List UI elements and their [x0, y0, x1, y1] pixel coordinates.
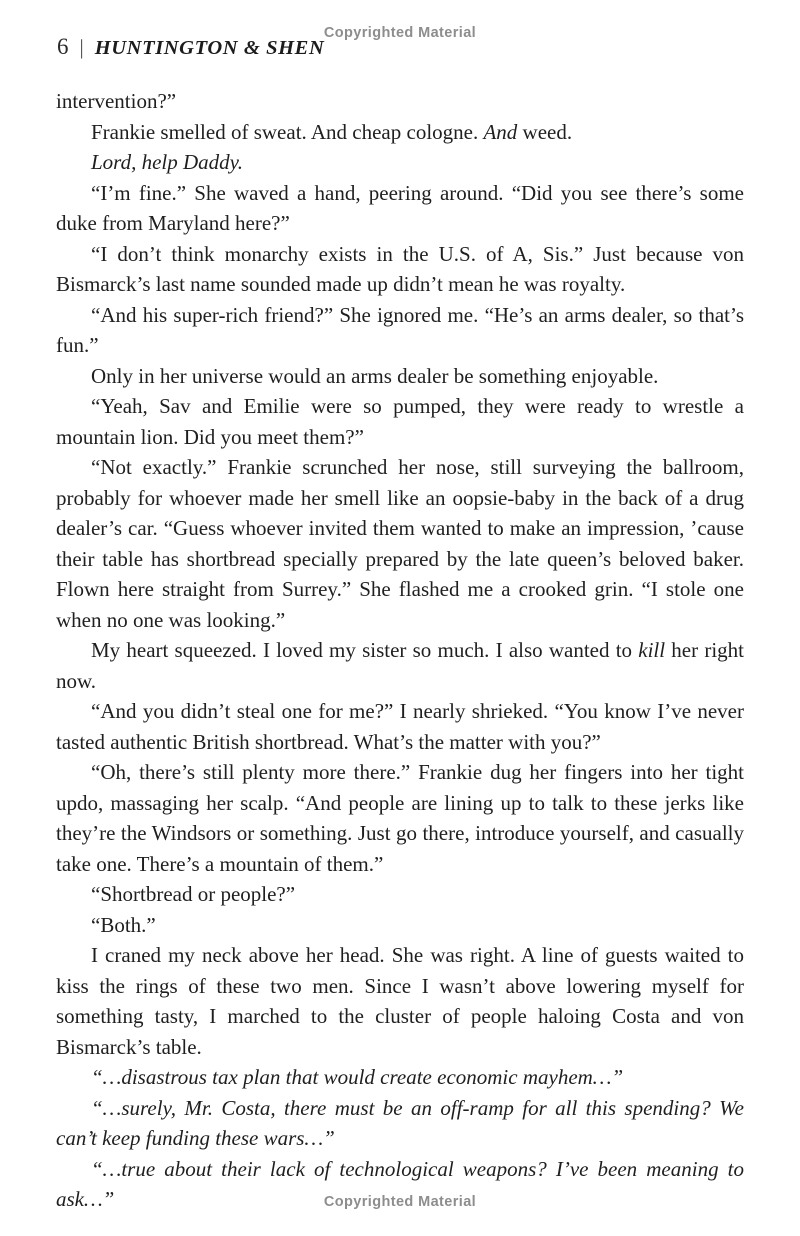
paragraph [56, 910, 744, 941]
text-run: “Not exactly.” Frankie scrunched her nose, still surveying the ballroom, probably for whoever made her smell like an oopsie-baby in the back of a drug dealer’s car. “Guess whoever invited them wanted to make an impression, ’cause their table has shortbread specially prepared by the late queen’s beloved baker. Flown here straight from Surrey.” She flashed me a crooked grin. “I stole one when no one was looking.” [56, 455, 744, 632]
text-run: “Oh, there’s still plenty more there.” Frankie dug her fingers into her tight updo, massaging her scalp. “And people are lining up to talk to these jerks like they’re the Windsors or something. Just go there, introduce yourself, and casually take one. There’s a mountain of them.” [56, 760, 744, 876]
page-number: 6 [57, 34, 69, 59]
text-run: “Yeah, Sav and Emilie were so pumped, they were ready to wrestle a mountain lion. Did you meet them?” [56, 394, 744, 449]
italic-text-run: “…disastrous tax plan that would create economic mayhem…” [91, 1065, 624, 1089]
paragraph [56, 940, 744, 1062]
paragraph [56, 300, 744, 361]
text-run: “I don’t think monarchy exists in the U.S. of A, Sis.” Just because von Bismarck’s last name sounded made up didn’t mean he was royalty. [56, 241, 744, 296]
paragraph [56, 1062, 744, 1093]
text-run: My heart squeezed. I loved my sister so much. I also wanted to [91, 638, 639, 662]
italic-text-run: And [483, 119, 518, 144]
text-run: “And you didn’t steal one for me?” I nearly shrieked. “You know I’ve never tasted authentic British shortbread. What’s the matter with you?” [56, 699, 744, 754]
copyright-notice-top: Copyrighted Material [323, 25, 477, 41]
paragraph [56, 361, 744, 392]
header-divider: | [79, 35, 84, 59]
italic-text-run: kill [638, 638, 666, 662]
paragraph [56, 452, 744, 635]
paragraph [56, 117, 744, 148]
paragraph [56, 239, 744, 300]
text-run: I craned my neck above her head. She was right. A line of guests waited to kiss the rings of these two men. Since I wasn’t above lowering myself for something tasty, I marched to the cluster of people haloing Costa and von Bismarck’s table. [56, 943, 744, 1059]
paragraph [56, 757, 744, 879]
paragraph [56, 86, 744, 117]
body-text [56, 86, 744, 1215]
text-run: “And his super-rich friend?” She ignored me. “He’s an arms dealer, so that’s fun.” [56, 302, 744, 357]
page-header [57, 34, 324, 60]
text-run: “I’m fine.” She waved a hand, peering around. “Did you see there’s some duke from Maryland here?” [56, 180, 744, 235]
paragraph [56, 635, 744, 696]
paragraph [56, 147, 744, 178]
running-head-title: HUNTINGTON & SHEN [94, 37, 325, 59]
text-run: weed. [517, 119, 573, 144]
text-run: her right now. [56, 638, 744, 693]
paragraph [56, 696, 744, 757]
text-run: “Both.” [91, 912, 156, 937]
paragraph [56, 1093, 744, 1154]
text-run: Only in her universe would an arms dealer be something enjoyable. [91, 363, 659, 388]
paragraph [56, 391, 744, 452]
italic-text-run: “…surely, Mr. Costa, there must be an off-ramp for all this spending? We can’t keep funding these wars…” [56, 1095, 744, 1150]
text-run: intervention?” [56, 89, 177, 113]
italic-text-run: Lord, help Daddy. [91, 150, 244, 174]
text-run: “Shortbread or people?” [91, 882, 296, 906]
text-run: Frankie smelled of sweat. And cheap cologne. [91, 119, 484, 144]
paragraph [56, 178, 744, 239]
italic-text-run: “…true about their lack of technological weapons? I’ve been meaning to ask…” [56, 1156, 744, 1211]
copyright-notice-bottom: Copyrighted Material [323, 1194, 477, 1210]
paragraph [56, 879, 744, 910]
